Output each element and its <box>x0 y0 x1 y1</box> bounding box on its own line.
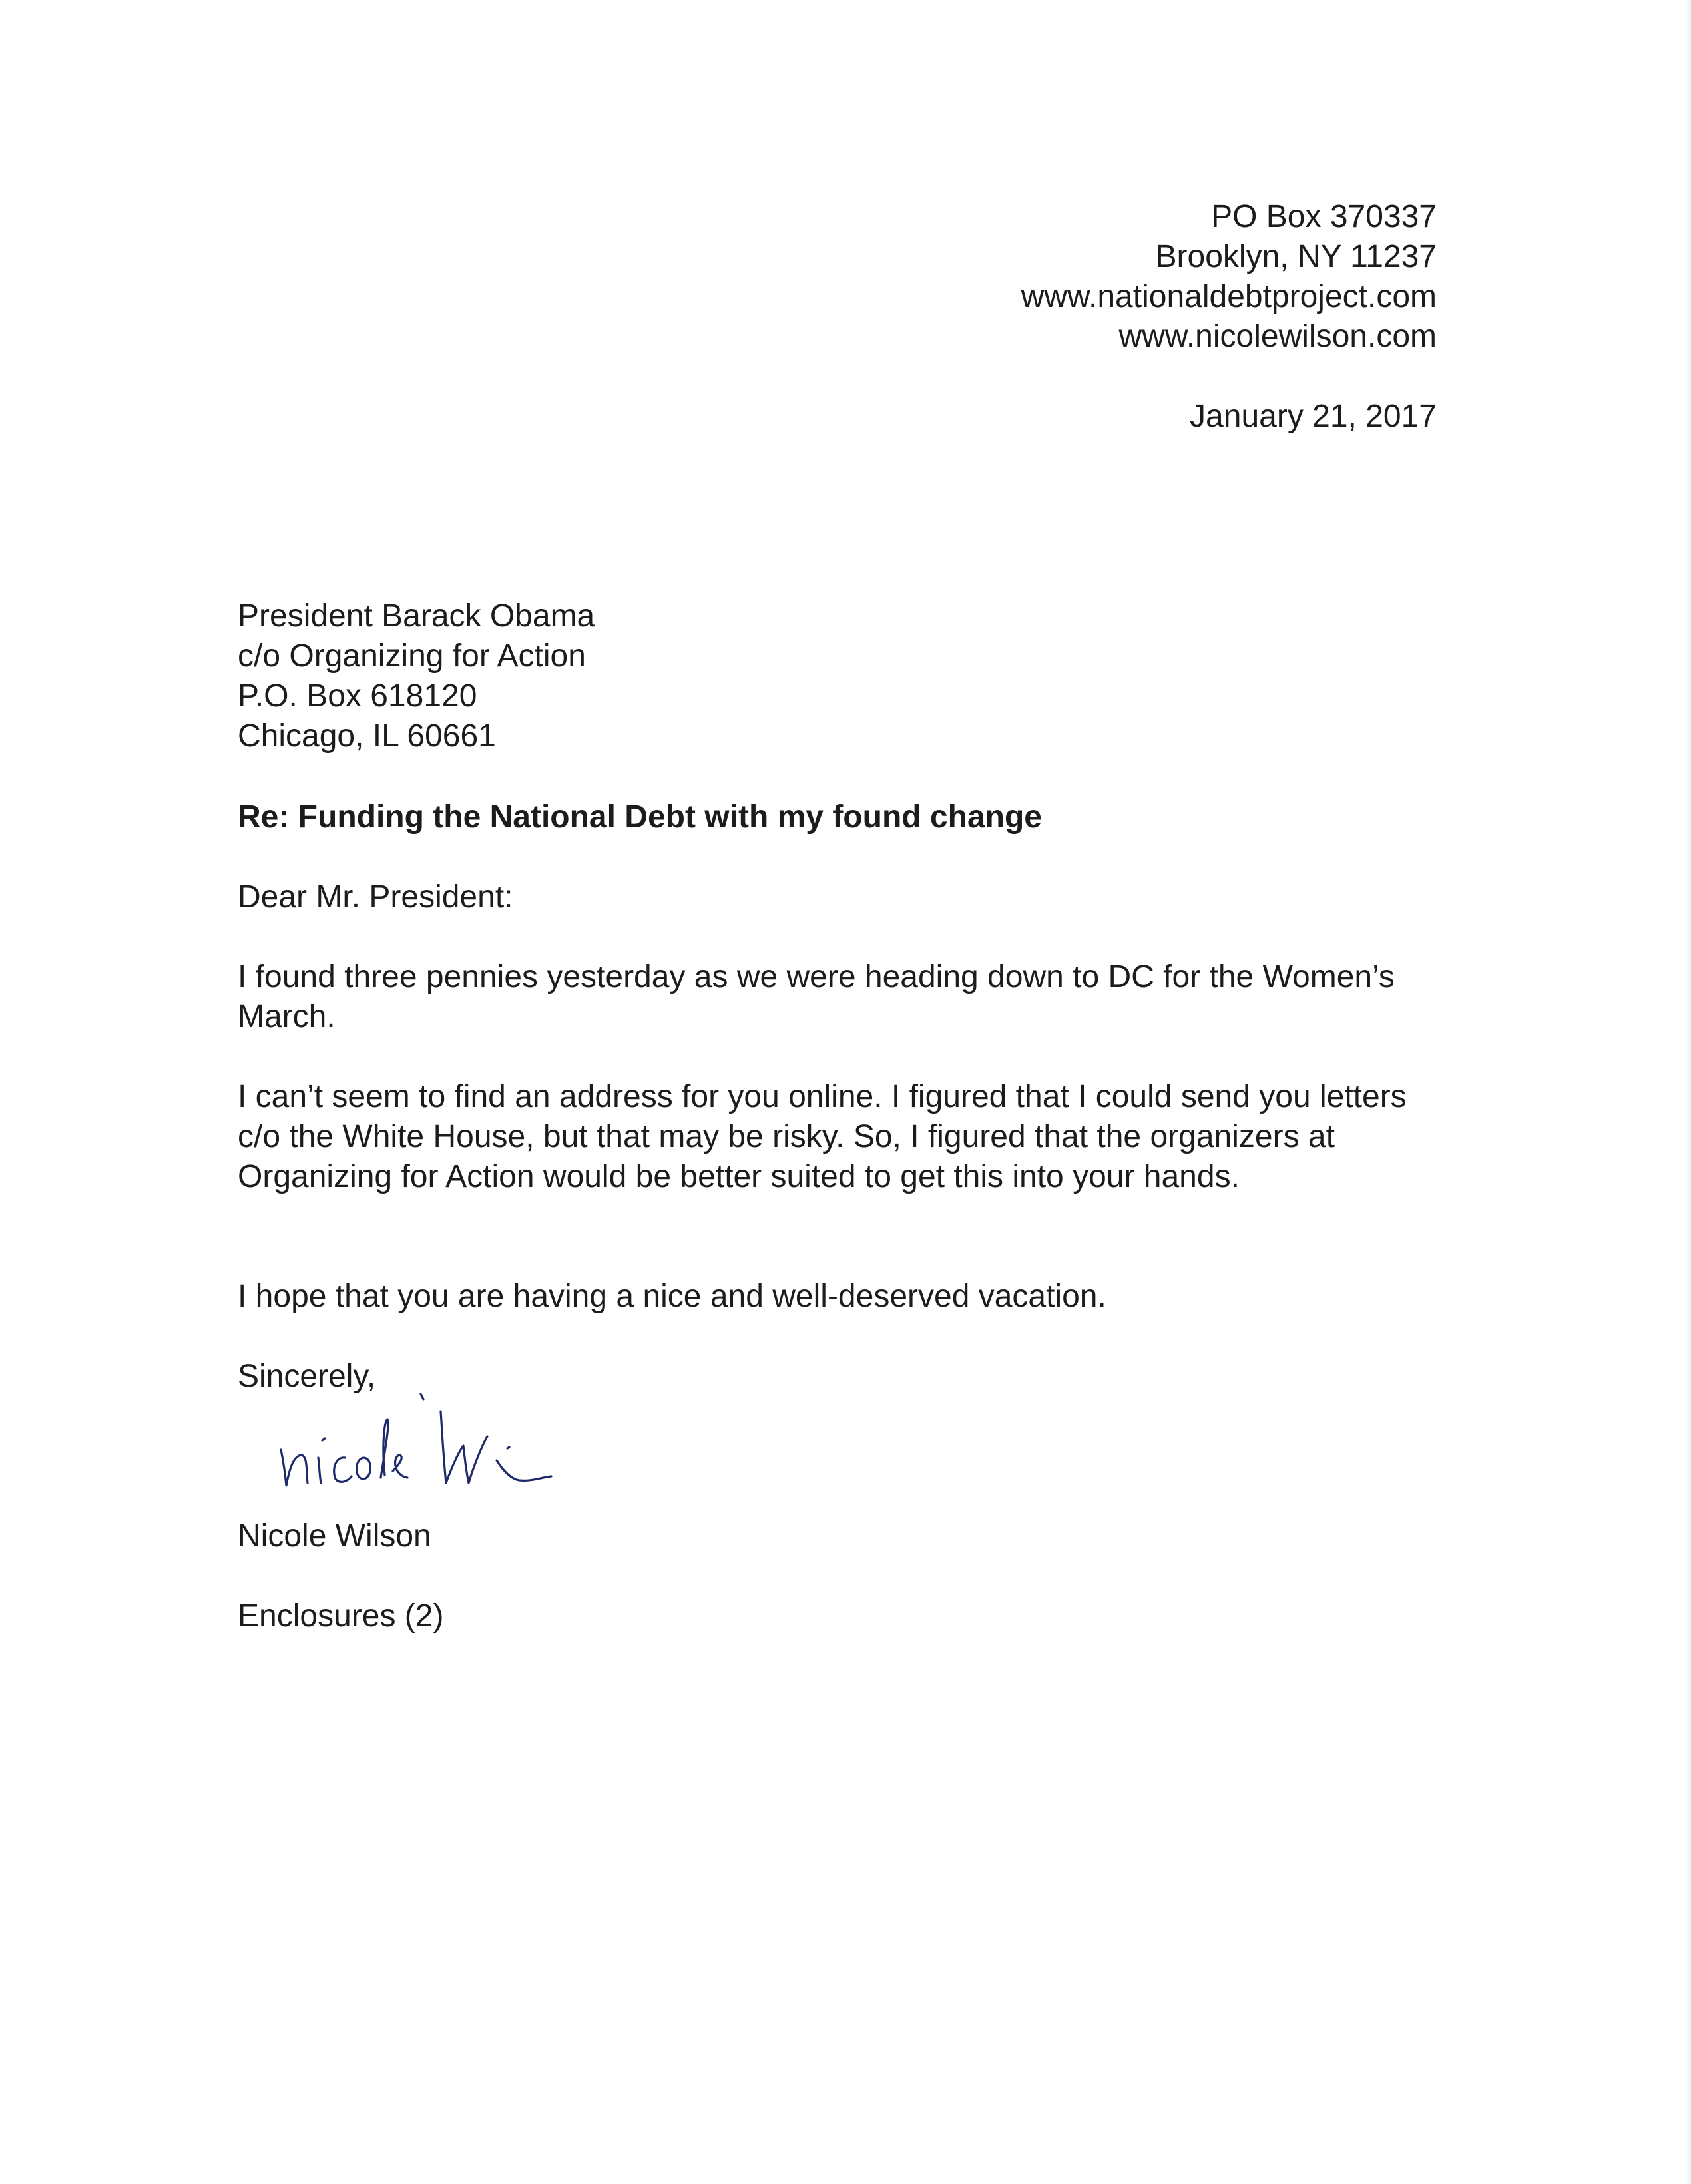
recipient-city-state: Chicago, IL 60661 <box>238 718 496 754</box>
body-paragraph-2: I can’t seem to find an address for you online. I figured that I could send you letters c/o the White House, but that may be risky. So, I figured that the organizers at Organizing for Action would be better suited to get this into your hands. <box>238 1079 1407 1194</box>
recipient-address-block <box>238 596 595 756</box>
closing: Sincerely, <box>238 1359 376 1394</box>
subject-line: Re: Funding the National Debt with my found change <box>238 799 1042 835</box>
body-paragraph-1: I found three pennies yesterday as we were heading down to DC for the Women’s March. <box>238 959 1395 1034</box>
recipient-po-box: P.O. Box 618120 <box>238 678 477 714</box>
sender-address-block <box>1021 197 1437 357</box>
sender-city-state: Brooklyn, NY 11237 <box>1155 239 1437 274</box>
enclosures-note: Enclosures (2) <box>238 1598 444 1634</box>
letter-date: January 21, 2017 <box>1190 399 1437 434</box>
body-paragraph-3: I hope that you are having a nice and well-deserved vacation. <box>238 1279 1106 1314</box>
sender-website-2: www.nicolewilson.com <box>1118 319 1437 354</box>
salutation: Dear Mr. President: <box>238 879 513 915</box>
sender-website-1: www.nationaldebtproject.com <box>1021 279 1437 314</box>
sender-po-box: PO Box 370337 <box>1211 199 1437 234</box>
handwritten-signature <box>266 1371 666 1504</box>
recipient-care-of: c/o Organizing for Action <box>238 638 586 674</box>
page-edge-shadow <box>1684 0 1691 2184</box>
recipient-name: President Barack Obama <box>238 598 595 634</box>
signer-name: Nicole Wilson <box>238 1518 431 1554</box>
